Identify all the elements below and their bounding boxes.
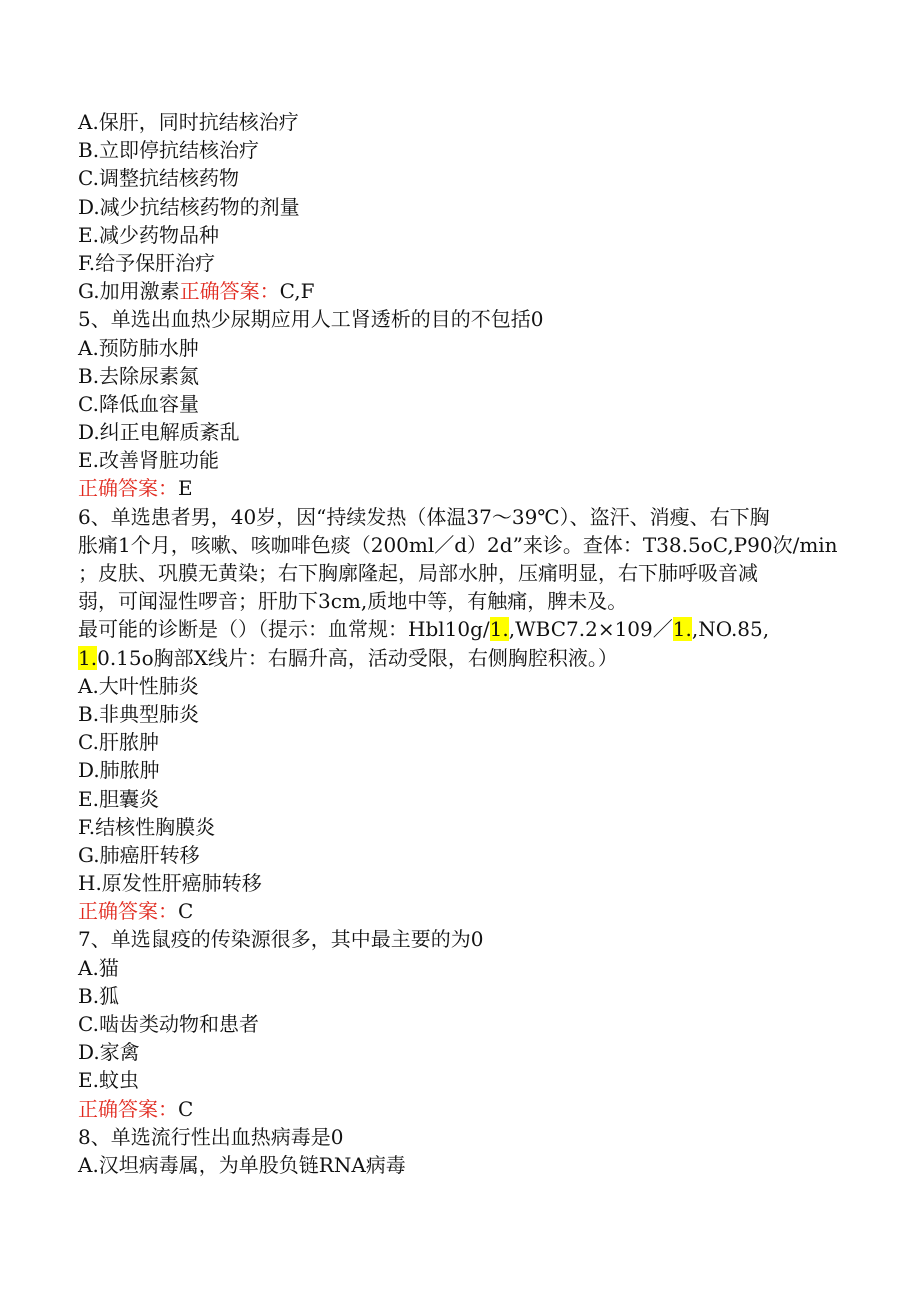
q6-answer (78, 897, 838, 925)
q4-option-f: F.给予保肝治疗 (78, 250, 216, 275)
q4-answer-value: C,F (279, 279, 315, 304)
q6-answer-value: C (178, 899, 194, 924)
q6-hint-line-1 (78, 615, 838, 643)
q6-option-b: B.非典型肺炎 (78, 701, 200, 726)
q7-answer-label: 正确答案： (78, 1096, 178, 1121)
q6-hint-d: 0.15o胸部X线片：右膈升高，活动受限，右侧胸腔积液。） (97, 645, 618, 670)
q6-stem-line-2: 胀痛1个月，咳嗽、咳咖啡色痰（200ml／d）2d”来诊。查体：T38.5oC,P90次/min (78, 532, 838, 557)
q7-answer-value: C (178, 1096, 194, 1121)
q5-answer-label: 正确答案： (78, 476, 178, 501)
q7-option-e: E.蚊虫 (78, 1068, 139, 1093)
q6-stem-line-4: 弱，可闻湿性啰音；肝肋下3cm,质地中等，有触痛，脾未及。 (78, 589, 628, 614)
q4-option-g-with-answer (78, 277, 838, 305)
q7-stem: 7、单选鼠疫的传染源很多，其中最主要的为0 (78, 927, 484, 952)
q8-option-a: A.汉坦病毒属，为单股负链RNA病毒 (78, 1152, 406, 1177)
q6-option-a: A.大叶性肺炎 (78, 673, 199, 698)
exam-page (78, 108, 838, 1179)
q7-option-b: B.狐 (78, 983, 120, 1008)
q5-answer-value: E (178, 476, 193, 501)
q4-option-e: E.减少药物品种 (78, 222, 219, 247)
q7-option-d: D.家禽 (78, 1040, 140, 1065)
q5-option-e: E.改善肾脏功能 (78, 448, 219, 473)
q4-option-g: G.加用激素 (78, 279, 180, 304)
q6-option-c: C.肝脓肿 (78, 730, 159, 755)
q6-highlight-2: 1. (672, 617, 692, 642)
q6-hint-c: ,NO.85, (691, 617, 770, 642)
q7-option-c: C.啮齿类动物和患者 (78, 1012, 259, 1036)
q4-option-d: D.减少抗结核药物的剂量 (78, 194, 300, 219)
q6-highlight-3: 1. (78, 645, 98, 670)
q5-option-c: C.降低血容量 (78, 391, 199, 416)
q6-hint-b: ,WBC7.2×109／ (508, 617, 673, 642)
q6-option-h: H.原发性肝癌肺转移 (78, 871, 262, 896)
q5-option-d: D.纠正电解质紊乱 (78, 420, 240, 445)
q6-stem-line-1: 6、单选患者男，40岁，因“持续发热（体温37～39℃）、盗汗、消瘦、右下胸 (78, 504, 770, 529)
q8-stem: 8、单选流行性出血热病毒是0 (78, 1124, 344, 1149)
q6-hint-a: 最可能的诊断是（）（提示：血常规：Hbl10g/ (78, 617, 490, 642)
q5-option-a: A.预防肺水肿 (78, 335, 199, 360)
q4-option-b: B.立即停抗结核治疗 (78, 138, 260, 163)
q6-stem-line-3: ；皮肤、巩膜无黄染；右下胸廓隆起，局部水肿，压痛明显，右下肺呼吸音减 (78, 561, 758, 585)
q6-option-f: F.结核性胸膜炎 (78, 814, 216, 839)
q6-answer-label: 正确答案： (78, 899, 178, 924)
q7-answer (78, 1095, 838, 1123)
q6-option-e: E.胆囊炎 (78, 786, 159, 811)
q6-hint-line-2 (78, 644, 838, 672)
q6-highlight-1: 1. (489, 617, 509, 642)
q7-option-a: A.猫 (78, 955, 119, 980)
q5-stem: 5、单选出血热少尿期应用人工肾透析的目的不包括0 (78, 307, 544, 332)
q4-answer-label: 正确答案： (179, 279, 280, 304)
q4-option-a: A.保肝，同时抗结核治疗 (78, 110, 299, 134)
q4-option-c: C.调整抗结核药物 (78, 166, 239, 191)
q6-option-d: D.肺脓肿 (78, 758, 160, 783)
q6-option-g: G.肺癌肝转移 (78, 842, 200, 867)
q5-option-b: B.去除尿素氮 (78, 363, 200, 388)
q5-answer (78, 474, 838, 502)
